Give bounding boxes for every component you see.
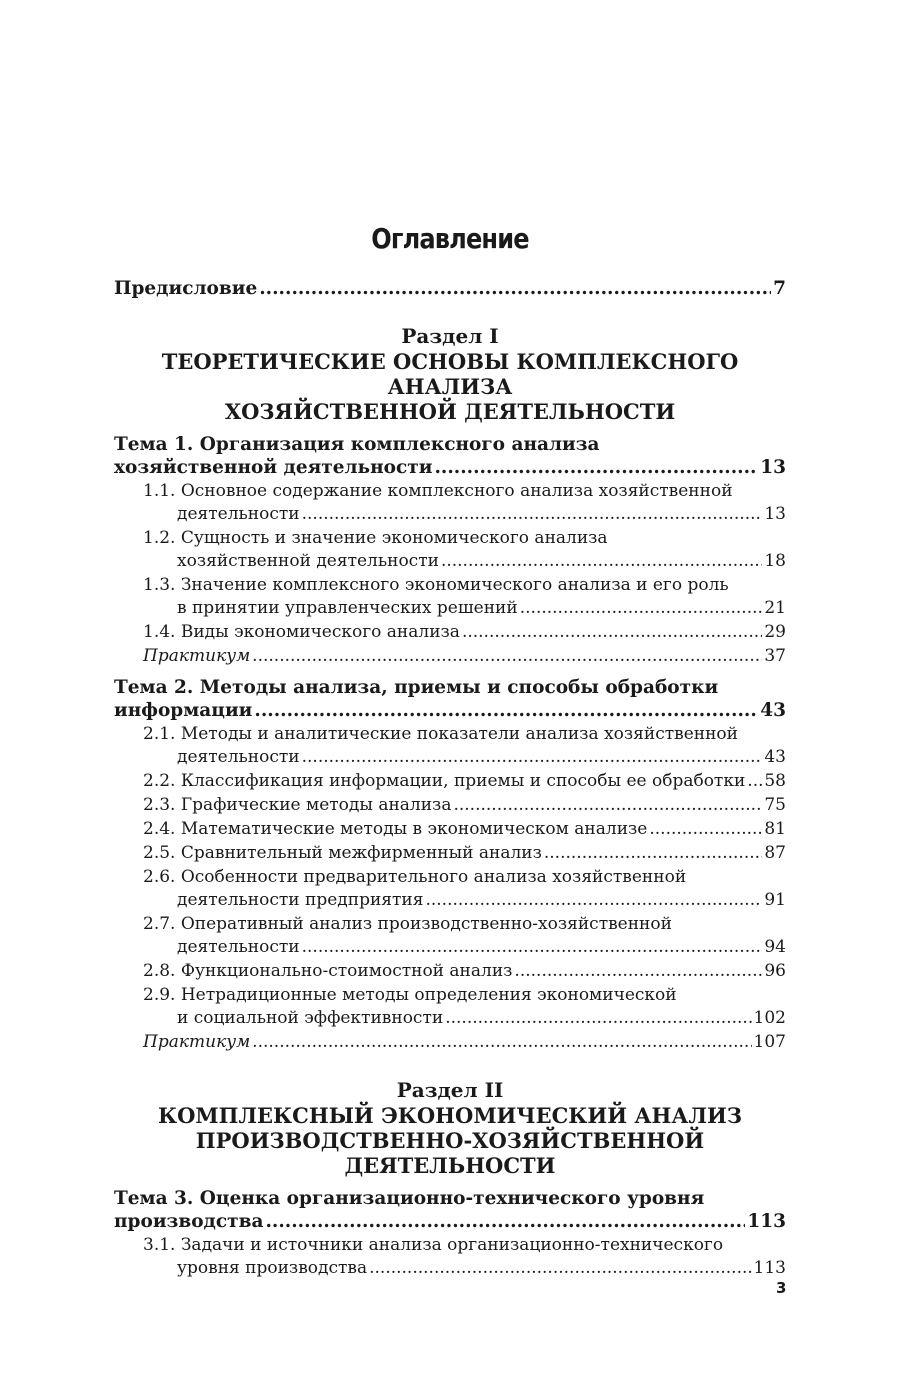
dot-leader <box>747 770 762 793</box>
toc-subentry[interactable] <box>114 842 786 865</box>
toc-subentry-practicum[interactable] <box>114 645 786 668</box>
toc-entry-text: 1.3. Значение комплексного экономического анализа и его роль <box>143 575 729 595</box>
toc-entry-text: 3.1. Задачи и источники анализа организационно-технического <box>143 1235 724 1255</box>
dot-leader <box>425 889 762 912</box>
toc-entry-text: информации <box>114 700 253 721</box>
toc-entry-text: деятельности <box>177 937 300 957</box>
toc-entry-text: хозяйственной деятельности <box>177 551 439 571</box>
toc-page-number: 75 <box>764 795 786 815</box>
toc-entry-text: Тема 2. Методы анализа, приемы и способы обработки <box>114 677 719 698</box>
dot-leader <box>462 621 762 644</box>
toc-subentry[interactable] <box>114 960 786 983</box>
dot-leader <box>434 456 758 479</box>
toc-page-number: 102 <box>753 1008 786 1028</box>
toc-entry-text: производства <box>114 1211 264 1232</box>
toc-subentry-practicum[interactable] <box>114 1031 786 1054</box>
toc-entry-text: Практикум <box>143 1032 251 1052</box>
toc-page-number: 91 <box>764 890 786 910</box>
toc-entry-text: 2.3. Графические методы анализа <box>143 795 452 815</box>
toc-entry-text: 2.5. Сравнительный межфирменный анализ <box>143 843 542 863</box>
dot-leader <box>254 699 758 722</box>
toc-entry-text: 1.2. Сущность и значение экономического анализа <box>143 528 608 548</box>
toc-page-number: 7 <box>773 278 786 299</box>
toc-entry-text: в принятии управленческих решений <box>177 598 518 618</box>
toc-entry-text: 2.9. Нетрадиционные методы определения экономической <box>143 985 677 1005</box>
toc-entry-text: 2.7. Оперативный анализ производственно-хозяйственной <box>143 914 672 934</box>
toc-subentry[interactable] <box>114 818 786 841</box>
toc-subentry[interactable] <box>114 723 786 769</box>
dot-leader <box>252 645 762 668</box>
dot-leader <box>302 503 763 526</box>
toc-page-number: 29 <box>764 622 786 642</box>
section-number: Раздел II <box>396 1078 504 1102</box>
toc-entry-text: 2.6. Особенности предварительного анализа хозяйственной <box>143 867 687 887</box>
dot-leader <box>369 1257 751 1280</box>
toc-entry-text: деятельности <box>177 747 300 767</box>
toc-subentry[interactable] <box>114 1234 786 1280</box>
toc-topic-1[interactable] <box>114 433 786 479</box>
toc-subentry[interactable] <box>114 770 786 793</box>
page-number: 3 <box>776 1279 787 1297</box>
toc-entry-text: Предисловие <box>114 278 258 299</box>
dot-leader <box>302 746 763 769</box>
toc-entry-text: уровня производства <box>177 1258 368 1278</box>
dot-leader <box>441 550 762 573</box>
toc-subentry[interactable] <box>114 794 786 817</box>
dot-leader <box>453 794 762 817</box>
dot-leader <box>520 597 763 620</box>
toc-subentry[interactable] <box>114 574 786 620</box>
toc-entry-preface[interactable] <box>114 277 786 300</box>
toc-entry-text: 2.8. Функционально-стоимостной анализ <box>143 961 513 981</box>
toc-page-number: 113 <box>753 1258 786 1278</box>
toc-page-number: 87 <box>764 843 786 863</box>
toc-entry-text: Тема 1. Организация комплексного анализа <box>114 434 600 455</box>
dot-leader <box>259 277 771 300</box>
section-title-line: ХОЗЯЙСТВЕННОЙ ДЕЯТЕЛЬНОСТИ <box>224 399 676 424</box>
toc-topic-3[interactable] <box>114 1187 786 1233</box>
toc-page-number: 43 <box>764 747 786 767</box>
toc-entry-text: деятельности предприятия <box>177 890 424 910</box>
toc-page-number: 107 <box>753 1032 786 1052</box>
dot-leader <box>252 1031 751 1054</box>
toc-entry-text: деятельности <box>177 504 300 524</box>
toc-page-number: 113 <box>747 1211 786 1232</box>
toc-page-number: 58 <box>764 771 786 791</box>
toc-page-number: 18 <box>764 551 786 571</box>
dot-leader <box>302 936 763 959</box>
toc-page-number: 94 <box>764 937 786 957</box>
section-title-line: ТЕОРЕТИЧЕСКИЕ ОСНОВЫ КОМПЛЕКСНОГО АНАЛИЗА <box>161 349 739 399</box>
toc-subentry[interactable] <box>114 984 786 1030</box>
dot-leader <box>445 1007 751 1030</box>
toc-entry-text: 2.2. Классификация информации, приемы и способы ее обработки <box>143 771 746 791</box>
page-title: Оглавление <box>371 222 529 255</box>
toc-page-number: 37 <box>764 646 786 666</box>
toc-subentry[interactable] <box>114 480 786 526</box>
section-heading-1 <box>114 324 786 424</box>
toc-entry-text: 2.4. Математические методы в экономическом анализе <box>143 819 648 839</box>
toc-entry-text: и социальной эффективности <box>177 1008 444 1028</box>
section-number: Раздел I <box>401 324 499 348</box>
section-heading-2 <box>114 1078 786 1178</box>
toc-page-number: 13 <box>764 504 786 524</box>
dot-leader <box>649 818 762 841</box>
dot-leader <box>265 1210 745 1233</box>
toc-subentry[interactable] <box>114 621 786 644</box>
toc-entry-text: Тема 3. Оценка организационно-технического уровня <box>114 1188 705 1209</box>
dot-leader <box>514 960 762 983</box>
toc-page-number: 81 <box>764 819 786 839</box>
toc-topic-2[interactable] <box>114 676 786 722</box>
toc-page-number: 43 <box>760 700 786 721</box>
toc-page-number: 21 <box>764 598 786 618</box>
dot-leader <box>544 842 762 865</box>
toc-subentry[interactable] <box>114 527 786 573</box>
table-of-contents <box>114 277 786 1280</box>
toc-entry-text: хозяйственной деятельности <box>114 457 433 478</box>
section-title-line: КОМПЛЕКСНЫЙ ЭКОНОМИЧЕСКИЙ АНАЛИЗ <box>157 1103 742 1128</box>
toc-subentry[interactable] <box>114 913 786 959</box>
toc-entry-text: Практикум <box>143 646 251 666</box>
toc-subentry[interactable] <box>114 866 786 912</box>
section-title-line: ПРОИЗВОДСТВЕННО-ХОЗЯЙСТВЕННОЙ ДЕЯТЕЛЬНОСТИ <box>195 1128 705 1178</box>
toc-entry-text: 2.1. Методы и аналитические показатели анализа хозяйственной <box>143 724 738 744</box>
toc-entry-text: 1.4. Виды экономического анализа <box>143 622 460 642</box>
toc-entry-text: 1.1. Основное содержание комплексного анализа хозяйственной <box>143 481 733 501</box>
toc-page-number: 13 <box>760 457 786 478</box>
toc-page-number: 96 <box>764 961 786 981</box>
